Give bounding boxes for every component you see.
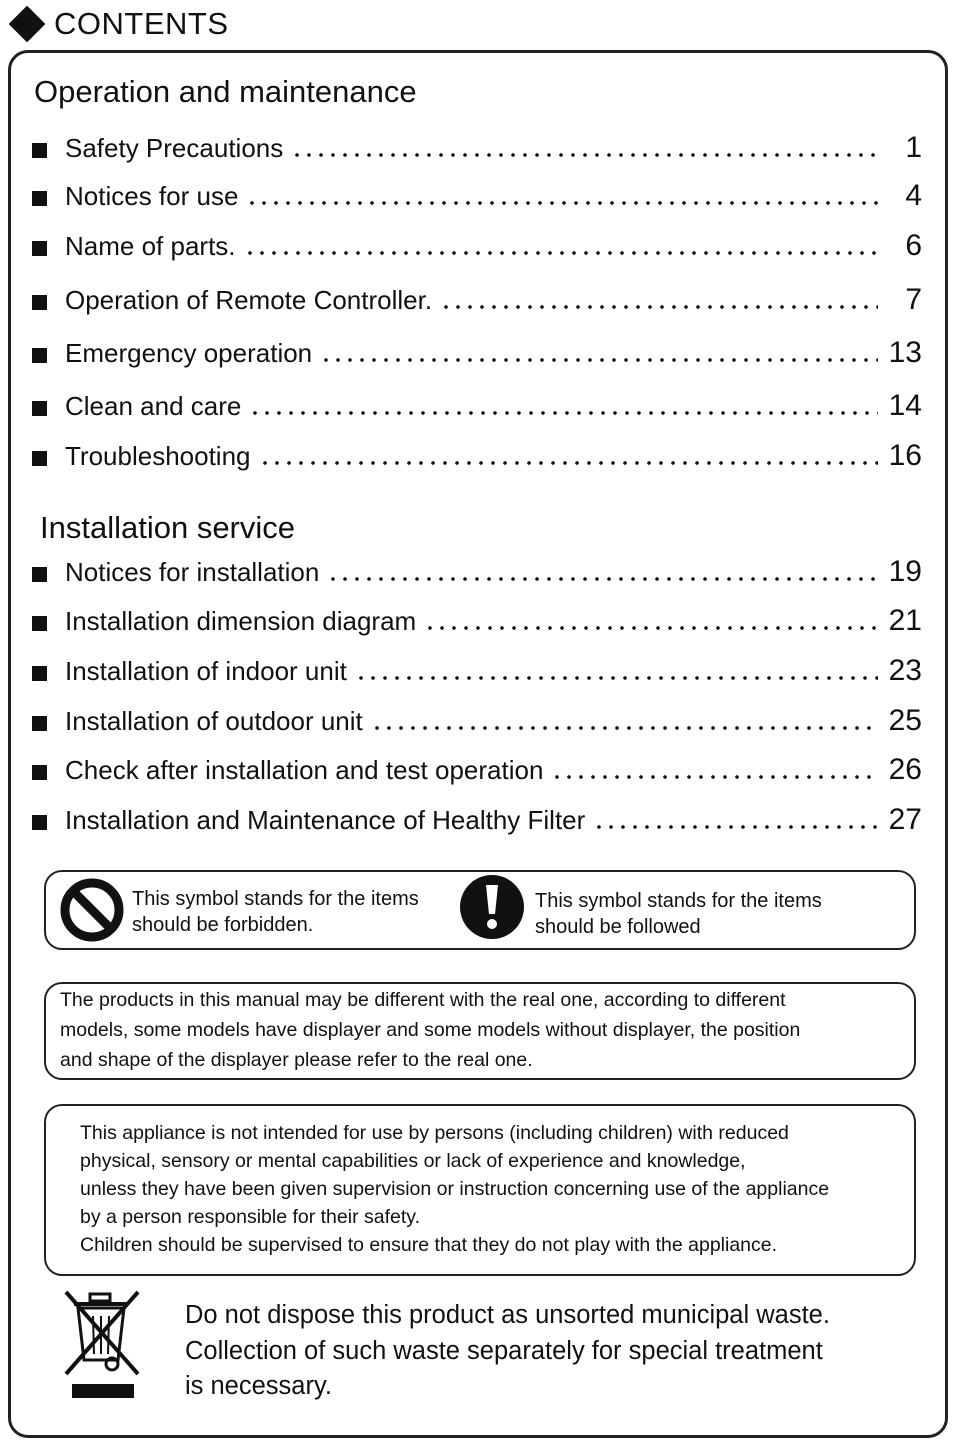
toc-item-healthy-filter[interactable] [32,800,922,840]
toc-item-emergency-operation[interactable] [32,333,922,373]
section-title-installation: Installation service [40,510,296,545]
toc-page-number: 19 [888,555,922,588]
disposal-line-1: Do not dispose this product as unsorted municipal waste. [185,1301,830,1329]
toc-page-number: 6 [905,229,922,262]
followed-line-2: should be followed [535,916,701,938]
bullet-icon [32,451,47,466]
toc-item-label: Notices for use [65,180,239,211]
toc-item-label: Troubleshooting [65,440,251,471]
toc-page-number: 23 [888,654,922,687]
dot-leader [593,825,878,829]
page-title: CONTENTS [54,6,229,41]
bullet-icon [32,143,47,158]
toc-item-label: Operation of Remote Controller. [65,284,433,315]
toc-item-label: Check after installation and test operation [65,754,544,785]
bullet-icon [32,815,47,830]
toc-item-installation-dimension-diagram[interactable] [32,601,922,641]
toc-item-installation-indoor-unit[interactable] [32,651,922,691]
dot-leader [440,305,878,309]
dot-leader [320,358,878,362]
toc-item-label: Name of parts. [65,230,236,261]
followed-symbol-text [535,888,822,940]
appliance-line-5: Children should be supervised to ensure that they do not play with the appliance. [80,1234,778,1256]
appliance-line-2: physical, sensory or mental capabilities or lack of experience and knowledge, [80,1150,746,1172]
disposal-line-2: Collection of such waste separately for special treatment [185,1336,823,1365]
toc-item-clean-and-care[interactable] [32,386,922,426]
notice-line-1: The products in this manual may be different with the real one, according to different [60,989,786,1011]
dot-leader [424,626,878,630]
toc-item-label: Clean and care [65,390,242,421]
toc-page-number: 16 [888,439,922,472]
toc-page-number: 1 [905,131,922,164]
toc-item-notices-for-use[interactable] [32,176,922,216]
dot-leader [371,726,878,730]
forbidden-line-1: This symbol stands for the items [132,888,419,910]
toc-item-label: Installation of indoor unit [65,655,347,686]
bullet-icon [32,241,47,256]
crossed-out-bin-icon [60,1288,144,1404]
product-notice-text [60,985,800,1075]
dot-leader [249,411,878,415]
toc-item-safety-precautions[interactable] [32,128,922,168]
toc-page-number: 4 [905,179,922,212]
toc-page-number: 21 [888,604,922,637]
toc-item-notices-for-installation[interactable] [32,552,922,592]
toc-page-number: 14 [888,389,922,422]
dot-leader [259,461,879,465]
toc-page-number: 27 [888,803,922,836]
toc-item-troubleshooting[interactable] [32,436,922,476]
bullet-icon [32,567,47,582]
appliance-line-3: unless they have been given supervision or instruction concerning use of the appliance [80,1178,830,1200]
section-title-operation: Operation and maintenance [34,74,417,109]
toc-item-label: Installation of outdoor unit [65,705,363,736]
bullet-icon [32,716,47,731]
toc-item-label: Installation and Maintenance of Healthy Filter [65,804,586,835]
notice-line-3: and shape of the displayer please refer to the real one. [60,1049,533,1071]
bullet-icon [32,765,47,780]
toc-page-number: 7 [905,283,922,316]
toc-page-number: 25 [888,704,922,737]
dot-leader [246,201,878,205]
toc-item-label: Installation dimension diagram [65,605,417,636]
dot-leader [327,577,878,581]
bullet-icon [32,191,47,206]
bullet-icon [32,666,47,681]
toc-item-label: Emergency operation [65,337,313,368]
appliance-line-1: This appliance is not intended for use by persons (including children) with reduced [80,1122,789,1144]
followed-line-1: This symbol stands for the items [535,890,822,912]
bullet-icon [32,295,47,310]
bullet-icon [32,616,47,631]
dot-leader [551,775,878,779]
contents-header [6,4,229,44]
notice-line-2: models, some models have displayer and some models without displayer, the position [60,1019,801,1041]
toc-item-check-after-installation[interactable] [32,750,922,790]
dot-leader [244,251,878,255]
toc-page-number: 13 [888,336,922,369]
bullet-icon [32,348,47,363]
diamond-icon [9,6,46,43]
toc-item-installation-outdoor-unit[interactable] [32,701,922,741]
toc-item-remote-controller[interactable] [32,280,922,320]
toc-item-name-of-parts[interactable] [32,226,922,266]
forbidden-symbol-text [132,886,419,938]
appliance-warning-text [80,1119,829,1259]
toc-page-number: 26 [888,753,922,786]
toc-item-label: Safety Precautions [65,132,284,163]
disposal-line-3: is necessary. [185,1372,332,1400]
dot-leader [355,676,878,680]
appliance-line-4: by a person responsible for their safety. [80,1206,420,1228]
forbidden-line-2: should be forbidden. [132,914,314,936]
prohibition-icon [58,876,126,944]
exclamation-icon [459,874,525,940]
toc-item-label: Notices for installation [65,556,320,587]
bullet-icon [32,401,47,416]
dot-leader [291,153,878,157]
disposal-notice-text [185,1298,830,1405]
